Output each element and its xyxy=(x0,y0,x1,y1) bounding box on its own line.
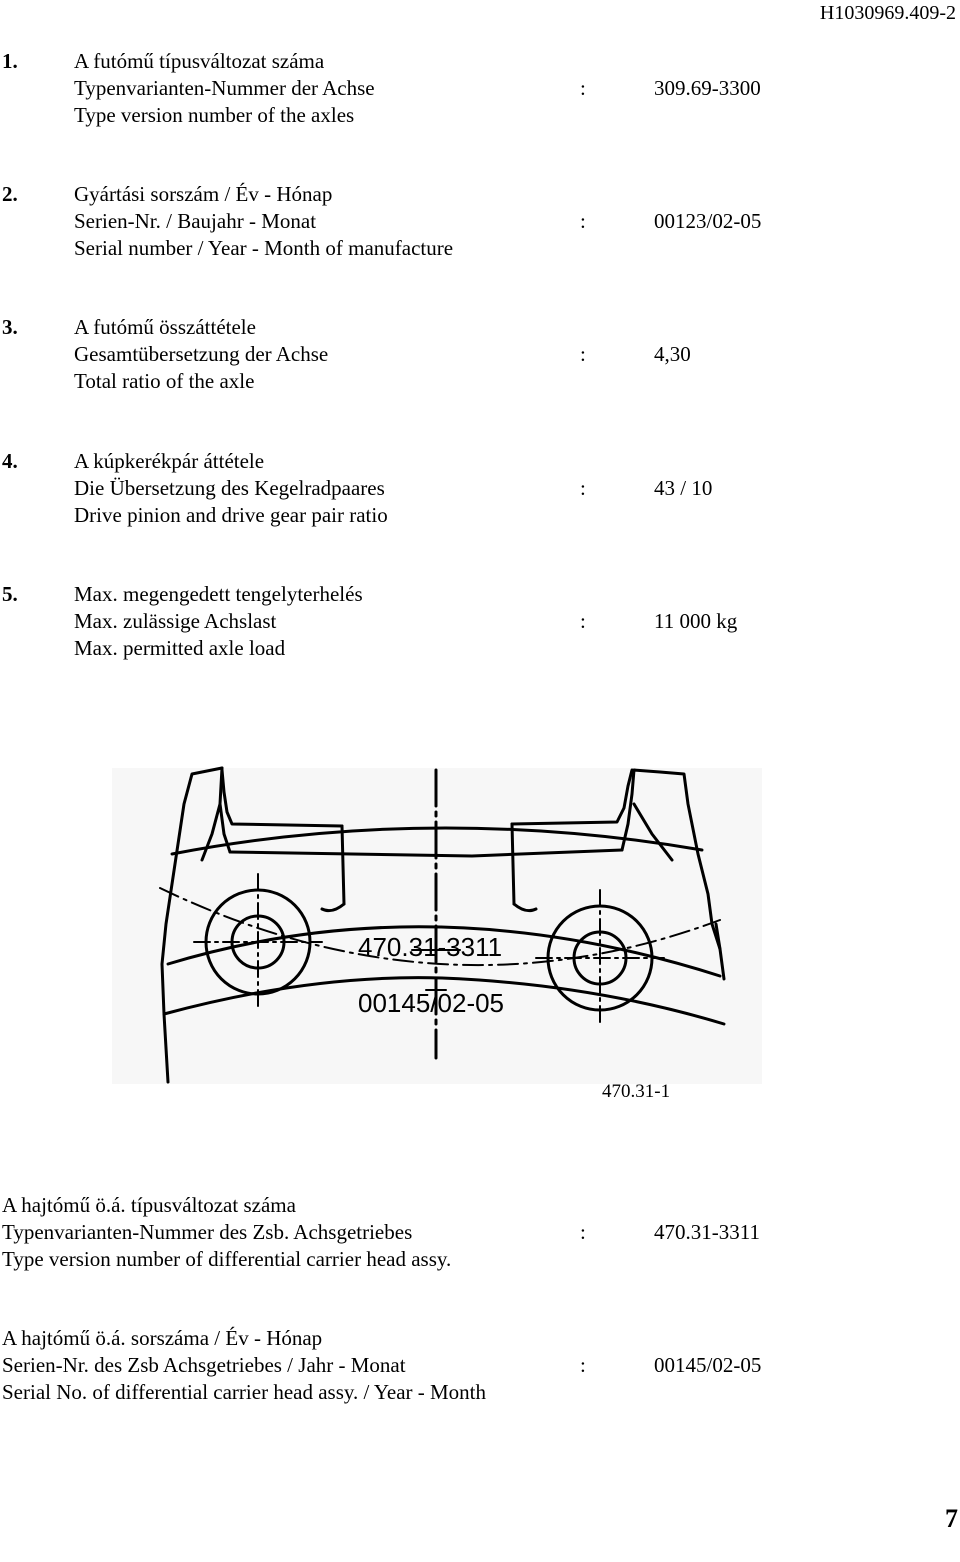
label-en: Serial No. of differential carrier head assy. / Year - Month xyxy=(2,1380,487,1404)
item-number: 3. xyxy=(2,315,18,339)
item-value: 00145/02-05 xyxy=(654,1353,762,1377)
label-hu: Gyártási sorszám / Év - Hónap xyxy=(74,182,333,206)
colon: : xyxy=(580,609,586,633)
label-de: Serien-Nr. / Baujahr - Monat xyxy=(74,209,317,233)
item-value: 11 000 kg xyxy=(654,609,738,633)
label-en: Drive pinion and drive gear pair ratio xyxy=(74,503,388,527)
figure-caption: 470.31-1 xyxy=(602,1081,671,1102)
item-value: 43 / 10 xyxy=(654,476,713,500)
label-de: Typenvarianten-Nummer des Zsb. Achsgetriebes xyxy=(2,1220,413,1244)
label-hu: A futómű összáttétele xyxy=(74,315,256,339)
colon: : xyxy=(580,209,586,233)
colon: : xyxy=(580,476,586,500)
item-value: 470.31-3311 xyxy=(654,1220,760,1244)
item-number: 1. xyxy=(2,49,18,73)
document-id: H1030969.409-2 xyxy=(819,2,956,24)
label-en: Serial number / Year - Month of manufacture xyxy=(74,236,454,260)
label-de: Typenvarianten-Nummer der Achse xyxy=(74,76,375,100)
marking-type-number: 470.31-3311 xyxy=(358,932,503,962)
colon: : xyxy=(580,1220,586,1244)
label-en: Max. permitted axle load xyxy=(74,636,286,660)
label-hu: A kúpkerékpár áttétele xyxy=(74,449,265,473)
item-number: 5. xyxy=(2,582,18,606)
colon: : xyxy=(580,76,586,100)
marking-serial-number: 00145/02-05 xyxy=(358,988,505,1018)
colon: : xyxy=(580,342,586,366)
item-number: 2. xyxy=(2,182,18,206)
label-en: Type version number of the axles xyxy=(74,103,355,127)
item-value: 309.69-3300 xyxy=(654,76,761,100)
label-hu: A hajtómű ö.á. típusváltozat száma xyxy=(2,1193,296,1217)
label-de: Gesamtübersetzung der Achse xyxy=(74,342,329,366)
item-value: 00123/02-05 xyxy=(654,209,762,233)
page-number: 7 xyxy=(945,1504,958,1533)
item-value: 4,30 xyxy=(654,342,691,366)
carrier-housing-sketch xyxy=(112,764,772,1084)
label-de: Serien-Nr. des Zsb Achsgetriebes / Jahr - Monat xyxy=(2,1353,406,1377)
item-number: 4. xyxy=(2,449,18,473)
label-en: Total ratio of the axle xyxy=(74,369,255,393)
label-de: Die Übersetzung des Kegelradpaares xyxy=(74,476,385,500)
label-hu: A futómű típusváltozat száma xyxy=(74,49,325,73)
label-hu: A hajtómű ö.á. sorszáma / Év - Hónap xyxy=(2,1326,323,1350)
label-en: Type version number of differential carrier head assy. xyxy=(2,1247,452,1271)
differential-carrier-drawing xyxy=(112,764,772,1084)
colon: : xyxy=(580,1353,586,1377)
label-de: Max. zulässige Achslast xyxy=(74,609,277,633)
label-hu: Max. megengedett tengelyterhelés xyxy=(74,582,363,606)
